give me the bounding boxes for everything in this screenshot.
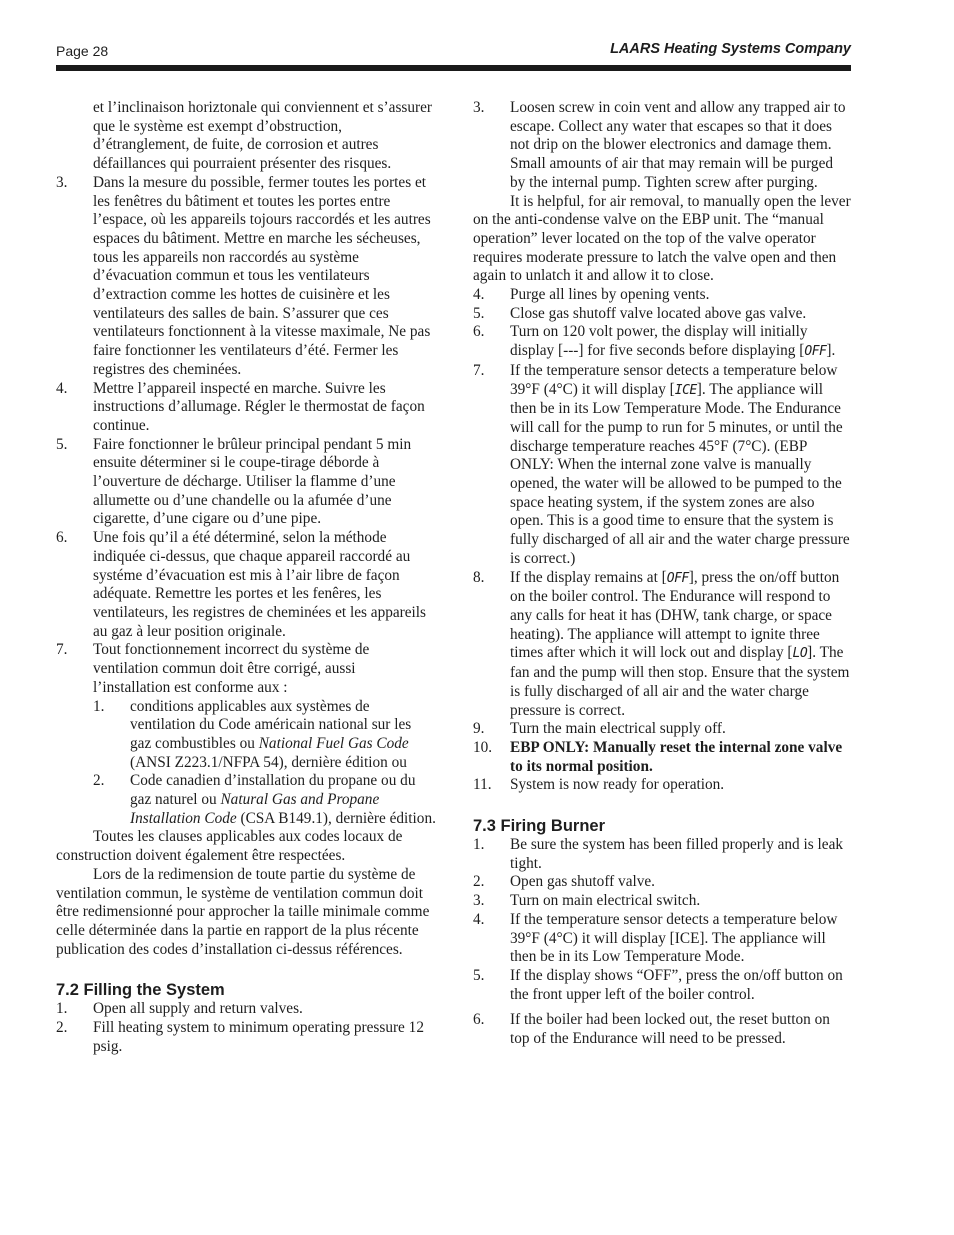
item-number: 4. (473, 910, 485, 928)
item-number: 6. (473, 1011, 485, 1029)
item-number: 2. (56, 1019, 68, 1037)
item-text: Code canadien d’installation du propane ou du gaz naturel ou (130, 772, 416, 809)
display-code: OFF (666, 570, 689, 586)
list-item (473, 911, 851, 967)
paragraph: Toutes les clauses applicables aux codes locaux de construction doivent également être respectées. (56, 828, 403, 865)
item-number: 4. (56, 379, 68, 397)
code-title: Natural Gas and Propane Installation Code (130, 791, 380, 827)
list-item (473, 362, 851, 569)
item-text: Open all supply and return valves. (93, 1000, 303, 1018)
list-item (56, 641, 436, 697)
item-text: (ANSI Z223.1/NFPA 54), dernière édition ou (130, 753, 407, 771)
item-text: conditions applicables aux systèmes de ventilation du Code américain national sur les gaz combustibles ou (130, 697, 412, 752)
page-header (56, 40, 851, 62)
item-text: Loosen screw in coin vent and allow any trapped air to escape. Collect any water that escapes so that it does not drip on the blower electronics and damage them. Small amounts of air that may remain will be purged by the internal pump. Tighten screw after purging. (510, 99, 846, 191)
item-text: ]. The appliance will then be in its Low Temperature Mode. The Endurance will call for the pump to run for 5 minutes, or until the discharge temperature reaches 45°F (7°C). (EBP ONLY: When the internal zone valve is manually opened, the water will be allowed to be pumped to the space heating system, if the system zones are also open. This is a good time to ensure that the system is fully discharged of all air and the water charge pressure is correct.) (510, 380, 850, 567)
item-number: 5. (473, 304, 485, 322)
item-text: ], press the on/off button on the boiler control. The Endurance will respond to any calls for heat it has (DHW, tank charge, or space heating). The appliance will attempt to ignite three times after which it will lock out and display [ (510, 568, 840, 662)
section-heading: 7.3 Firing Burner (473, 817, 606, 836)
list-item (473, 99, 851, 193)
list-item (473, 892, 851, 911)
item-text: System is now ready for operation. (510, 776, 725, 794)
item-number: 3. (473, 99, 485, 116)
list-item (56, 1000, 436, 1019)
list-item (56, 380, 436, 436)
item-text: Une fois qu’il a été déterminé, selon la méthode indiquée ci-dessus, que chaque appareil raccordé au systéme d’évacuation est mis à l’air libre de façon adéquate. Remettre les portes et les fenêres, les ventilateurs, les registres de cheminées et les appareils au gaz à leur position originale. (93, 529, 427, 640)
item-text: Dans la mesure du possible, fermer toutes les portes et les fenêtres du bâtiment et toutes les portes entre l’espace, où les appareils tojours raccordés et les autres espaces du bâtiment. Mettre en marche les sécheuses, tous les appareils non raccordés au système d’évacuation commun et tous les ventilateurs d’extraction comme les hottes de cuisinère et les ventilateurs des salles de bain. S’assurer que ces ventilateurs fonctionnent à la vitesse maximale, Ne pas faire fonctionner les ventilateurs d’été. Fermer les registres des cheminées. (93, 173, 431, 378)
item-number: 9. (473, 720, 485, 738)
list-item (473, 836, 851, 873)
code-title: National Fuel Gas Code (258, 734, 409, 752)
list-item (473, 873, 851, 892)
list-item (56, 1019, 436, 1056)
item-number: 10. (473, 738, 493, 756)
section-heading: 7.2 Filling the System (56, 981, 225, 1000)
list-item (473, 776, 851, 795)
item-text: Turn on main electrical switch. (510, 892, 701, 910)
item-number: 4. (473, 286, 485, 304)
item-text: Turn the main electrical supply off. (510, 720, 726, 738)
item-number: 7. (473, 361, 485, 379)
item-number: 2. (93, 772, 105, 790)
item-number: 2. (473, 873, 485, 891)
list-item (473, 1011, 851, 1048)
list-item (473, 305, 851, 324)
item-number: 1. (473, 836, 485, 854)
item-number: 8. (473, 568, 485, 586)
item-text: Fill heating system to minimum operating pressure 12 psig. (93, 1019, 424, 1055)
sub-list-item (56, 698, 436, 773)
paragraph: Lors de la redimension de toute partie du système de ventilation commun, le système de ventilation commun doit être redimensionné pour approcher la taille minimale comme celle déterminée dans la partie en rapport de la plus récente publication des codes d’installation ci-dessus références. (56, 865, 430, 958)
item-number: 5. (473, 966, 485, 984)
item-text: If the display remains at [ (510, 568, 667, 586)
continued-text: et l’inclinaison horiztonale qui conviennent et s’assurer que le système est exempt d’obstruction, d’étranglement, de fuite, de corrosion et autres défaillances qui pourraient présenter des risques. (93, 99, 432, 173)
list-item (473, 286, 851, 305)
item-text: If the boiler had been locked out, the reset button on top of the Endurance will need to be pressed. (510, 1011, 830, 1048)
list-item (473, 739, 851, 776)
item-text: Mettre l’appareil inspecté en marche. Suivre les instructions d’allumage. Régler le thermostat de façon continue. (93, 379, 425, 434)
item-text: (CSA B149.1), dernière édition. (236, 809, 436, 827)
item-number: 1. (56, 1000, 68, 1018)
display-code: ICE (674, 382, 697, 398)
item-number: 1. (93, 697, 105, 715)
sub-list-item (56, 772, 436, 828)
left-column (56, 99, 436, 1056)
list-item (473, 323, 851, 361)
list-item (473, 967, 851, 1004)
list-item (473, 569, 851, 721)
header-rule (56, 65, 851, 71)
right-column (473, 99, 851, 1049)
item-text: If the temperature sensor detects a temperature below 39°F (4°C) it will display [ICE]. The appliance will then be in its Low Temperature Mode. (510, 910, 838, 966)
item-number: 6. (473, 323, 485, 341)
item-text: If the temperature sensor detects a temperature below 39°F (4°C) it will display [ (510, 361, 838, 398)
item-text: Close gas shutoff valve located above gas valve. (510, 304, 807, 322)
item-text: Turn on 120 volt power, the display will initially display [---] for five seconds before displaying [ (510, 323, 808, 360)
item-text: Be sure the system has been filled properly and is leak tight. (510, 836, 844, 872)
item-number: 11. (473, 776, 492, 794)
item-text: ]. The fan and the pump will then stop. Ensure that the system is fully discharged of all air and the water charge pressure is correct. (510, 644, 850, 719)
list-item (56, 436, 436, 530)
item-text: If the display shows “OFF”, press the on/off button on the front upper left of the boiler control. (510, 966, 843, 1003)
item-text: Open gas shutoff valve. (510, 873, 656, 891)
list-item (473, 720, 851, 739)
item-number: 5. (56, 435, 68, 453)
item-text: ]. (826, 342, 836, 360)
item-text: Purge all lines by opening vents. (510, 286, 710, 304)
item-text: Faire fonctionner le brûleur principal pendant 5 min ensuite déterminer si le coupe-tirage déborde à l’ouverture de décharge. Utiliser la flamme d’une allumette ou d’une chandelle ou la afumée d’une cigarette, d’une cigare ou d’une pipe. (93, 435, 412, 528)
item-text: EBP ONLY: Manually reset the internal zone valve to its normal position. (510, 738, 843, 775)
item-number: 3. (56, 173, 68, 191)
display-code: OFF (804, 344, 827, 360)
page-number: Page 28 (56, 43, 109, 59)
item-number: 6. (56, 529, 68, 547)
item-text: Tout fonctionnement incorrect du système de ventilation commun doit être corrigé, aussi l’installation est conforme aux : (93, 641, 370, 696)
paragraph: It is helpful, for air removal, to manually open the lever on the anti-condense valve on the EBP unit. The “manual operation” lever located on the top of the valve operator requires moderate pressure to latch the valve open and then again to unlatch it and allow it to close. (473, 192, 851, 285)
company-name: LAARS Heating Systems Company (610, 41, 851, 57)
item-number: 7. (56, 641, 68, 659)
list-item (56, 529, 436, 641)
display-code: LO (792, 646, 808, 662)
list-item (56, 174, 436, 380)
item-number: 3. (473, 892, 485, 910)
